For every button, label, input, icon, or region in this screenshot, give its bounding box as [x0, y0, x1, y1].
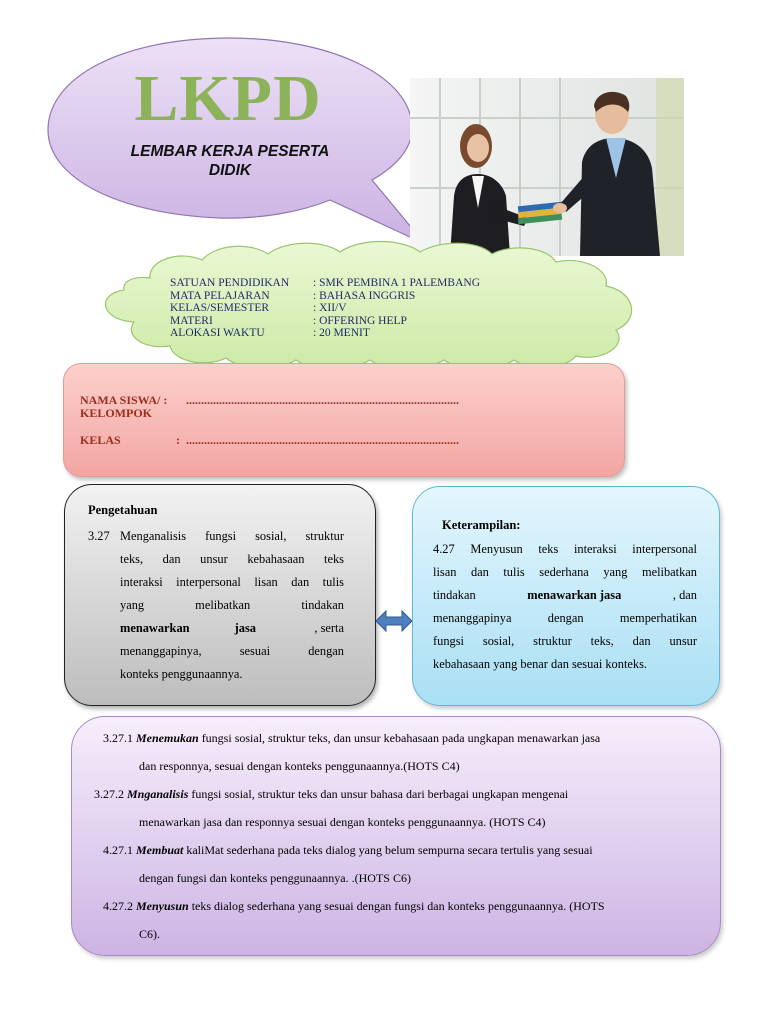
info-row: [170, 290, 533, 303]
logo-title: LKPD: [134, 62, 322, 135]
subtitle-line-2: DIDIK: [208, 162, 252, 179]
info-value: : SMK PEMBINA 1 PALEMBANG: [313, 277, 480, 289]
indicator-verb: Mnganalisis: [127, 787, 189, 801]
info-label: SATUAN PENDIDIKAN: [170, 277, 290, 289]
indicator-text: kaliMat sederhana pada teks dialog yang belum sempurna secara tertulis yang sesuai: [186, 843, 593, 857]
skill-line: [433, 584, 697, 607]
knowledge-line-rest: , serta: [314, 621, 344, 635]
indicator-text: fungsi sosial, struktur teks, dan unsur kebahasaan pada ungkapan menawarkan jasa: [201, 731, 601, 745]
school-info: [170, 277, 533, 340]
knowledge-line: menanggapinya, sesuai dengan: [120, 644, 344, 658]
info-value: : OFFERING HELP: [313, 314, 407, 327]
info-value: : 20 MENIT: [313, 327, 370, 340]
indicator-number: 4.27.2: [103, 899, 133, 913]
skill-bold-phrase: menawarkan jasa: [527, 588, 622, 602]
subtitle: [110, 142, 350, 180]
info-label: MATA PELAJARAN: [170, 289, 270, 302]
group-label: KELOMPOK: [80, 406, 152, 420]
knowledge-heading: Pengetahuan: [88, 503, 158, 517]
indicator-text-cont: C6).: [139, 927, 160, 941]
indicator-verb: Menyusun: [136, 899, 189, 913]
knowledge-text: [120, 525, 344, 686]
skill-line-rest: , dan: [672, 588, 697, 602]
knowledge-line: Menganalisis fungsi sosial, struktur: [120, 529, 344, 543]
name-field[interactable]: ...........................................................................................: [186, 393, 459, 407]
knowledge-line: konteks penggunaannya.: [120, 667, 243, 681]
class-field[interactable]: ...........................................................................................: [186, 433, 459, 447]
info-row: [170, 327, 533, 340]
info-label: MATERI: [170, 314, 213, 327]
indicator-text: teks dialog sederhana yang sesuai dengan fungsi dan konteks penggunaannya. (HOTS: [191, 899, 605, 913]
indicator-number: 4.27.1: [103, 843, 133, 857]
info-row: [170, 302, 533, 315]
indicator-text-cont: dan responnya, sesuai dengan konteks penggunaannya.(HOTS C4): [139, 759, 460, 773]
indicator-item: [103, 836, 693, 892]
class-label: KELAS: [80, 433, 121, 447]
indicator-item: [103, 724, 693, 780]
double-arrow-icon: [374, 609, 414, 633]
business-photo: [410, 78, 684, 256]
skill-line: menanggapinya dengan memperhatikan: [433, 611, 697, 625]
info-row: [170, 277, 533, 290]
skill-line-start: tindakan: [433, 588, 476, 602]
indicator-verb: Membuat: [136, 843, 184, 857]
indicator-text-cont: dengan fungsi dan konteks penggunaannya. .(HOTS C6): [139, 871, 411, 885]
knowledge-line: teks, dan unsur kebahasaan teks: [120, 552, 344, 566]
info-value: : BAHASA INGGRIS: [313, 289, 416, 302]
skill-line: kebahasaan yang benar dan sesuai konteks.: [433, 657, 648, 671]
skill-heading: Keterampilan:: [442, 518, 521, 532]
info-label: KELAS/SEMESTER: [170, 302, 270, 315]
info-label: ALOKASI WAKTU: [170, 327, 265, 340]
skill-line: fungsi sosial, struktur teks, dan unsur: [433, 634, 697, 648]
skill-text: [433, 538, 697, 676]
indicator-item: [103, 892, 693, 948]
skill-line: 4.27 Menyusun teks interaksi interpersonal: [433, 542, 697, 556]
indicator-text: fungsi sosial, struktur teks dan unsur bahasa dari berbagai ungkapan mengenai: [191, 787, 569, 801]
knowledge-number: 3.27: [88, 529, 110, 543]
knowledge-line: [120, 617, 344, 640]
knowledge-line: yang melibatkan tindakan: [120, 598, 344, 612]
indicator-text-cont: menawarkan jasa dan responnya sesuai dengan konteks penggunaannya. (HOTS C4): [139, 815, 546, 829]
indicator-item: [94, 780, 694, 836]
indicator-number: 3.27.1: [103, 731, 133, 745]
knowledge-bold-phrase: menawarkan jasa: [120, 621, 256, 635]
skill-line: lisan dan tulis sederhana yang melibatkan: [433, 565, 697, 579]
class-colon: :: [176, 433, 180, 447]
indicator-number: 3.27.2: [94, 787, 124, 801]
knowledge-line: interaksi interpersonal lisan dan tulis: [120, 575, 344, 589]
name-label: NAMA SISWA/ :: [80, 393, 168, 407]
indicator-verb: Menemukan: [136, 731, 199, 745]
info-value: : XII/V: [313, 302, 347, 315]
info-row: [170, 315, 533, 328]
subtitle-line-1: LEMBAR KERJA PESERTA: [130, 143, 330, 160]
